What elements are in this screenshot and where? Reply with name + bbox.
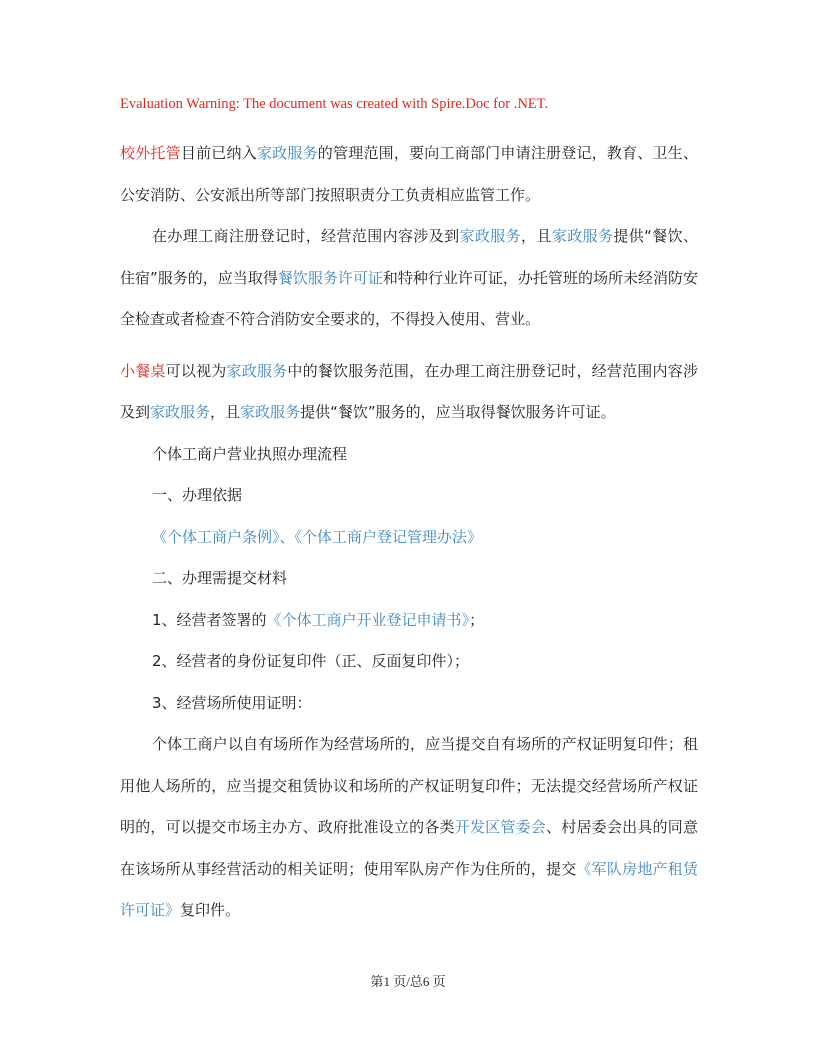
paragraph-1 bbox=[120, 133, 698, 216]
keyword-link[interactable]: 家政服务 bbox=[240, 403, 301, 421]
application-form-link[interactable]: 《个体工商户开业登记申请书》 bbox=[266, 610, 470, 629]
evaluation-warning: Evaluation Warning: The document was created with Spire.Doc for .NET. bbox=[120, 96, 549, 112]
footer-suffix: 页 bbox=[429, 974, 446, 989]
paragraph-3 bbox=[120, 351, 698, 434]
keyword-link[interactable]: 校外托管 bbox=[120, 144, 181, 162]
text-span: 和特种行业许可证，办托管班的场所未经消防安全检查或者检查不符合消防安全要求的，不得投入使用、营业。 bbox=[120, 268, 698, 328]
regulation-link[interactable]: 《个体工商户条例》、《个体工商户登记管理办法》 bbox=[152, 527, 483, 546]
keyword-link[interactable]: 餐饮服务许可证 bbox=[277, 268, 383, 287]
paragraph-venue-proof bbox=[120, 724, 698, 932]
regulation-links bbox=[120, 517, 698, 559]
text-span: 、村居委会出具的同意在该场所从事经营活动的相关证明；使用军队房产作为住所的，提交 bbox=[120, 818, 698, 878]
material-item-3: 3、经营场所使用证明： bbox=[152, 693, 312, 712]
text-span: ，且 bbox=[521, 227, 552, 245]
paragraph-2 bbox=[120, 216, 698, 341]
page-number: 1 bbox=[383, 974, 390, 989]
keyword-link[interactable]: 《军队房地产租赁许可证》 bbox=[120, 859, 698, 919]
section-heading-process: 个体工商户营业执照办理流程 bbox=[152, 444, 348, 463]
keyword-link[interactable]: 家政服务 bbox=[150, 403, 211, 421]
text-span: 提供“餐饮”服务的，应当取得餐饮服务许可证。 bbox=[300, 403, 616, 421]
section-heading-materials: 二、办理需提交材料 bbox=[152, 569, 288, 587]
footer-prefix: 第 bbox=[370, 974, 384, 989]
text-span: ，且 bbox=[210, 403, 241, 421]
keyword-link[interactable]: 家政服务 bbox=[256, 144, 318, 162]
text-span: 提供“餐饮、住宿”服务的，应当取得 bbox=[120, 227, 698, 287]
keyword-link[interactable]: 家政服务 bbox=[459, 227, 522, 245]
keyword-link[interactable]: 家政服务 bbox=[226, 361, 288, 380]
document-body bbox=[120, 133, 698, 932]
material-item-2: 2、经营者的身份证复印件（正、反面复印件）； bbox=[152, 652, 470, 670]
page-footer bbox=[0, 971, 816, 990]
text-span: 目前已纳入 bbox=[180, 144, 257, 162]
keyword-link[interactable]: 开发区管委会 bbox=[454, 818, 547, 836]
keyword-link[interactable]: 小餐桌 bbox=[120, 361, 166, 380]
text-span: ； bbox=[469, 610, 485, 629]
text-span: 的管理范围，要向工商部门申请注册登记，教育、卫生、公安消防、公安派出所等部门按照职责分工负责相应监管工作。 bbox=[120, 144, 698, 204]
text-span: 个体工商户以自有场所作为经营场所的，应当提交自有场所的产权证明复印件；租用他人场所的，应当提交租赁协议和场所的产权证明复印件；无法提交经营场所产权证明的，可以提交市场主办方、政府批准设立的各类 bbox=[120, 735, 698, 836]
text-span: 中的餐饮服务范围，在办理工商注册登记时，经营范围内容涉及到 bbox=[120, 361, 698, 421]
text-span: 1、经营者签署的 bbox=[152, 610, 267, 629]
footer-mid: 页/总 bbox=[389, 974, 423, 989]
keyword-link[interactable]: 家政服务 bbox=[551, 227, 614, 245]
material-item-1 bbox=[120, 600, 698, 642]
page-total: 6 bbox=[422, 974, 430, 989]
text-span: 在办理工商注册登记时，经营范围内容涉及到 bbox=[152, 227, 460, 245]
text-span: 可以视为 bbox=[165, 361, 227, 380]
section-heading-basis: 一、办理依据 bbox=[152, 486, 243, 504]
text-span: 复印件。 bbox=[180, 901, 241, 919]
